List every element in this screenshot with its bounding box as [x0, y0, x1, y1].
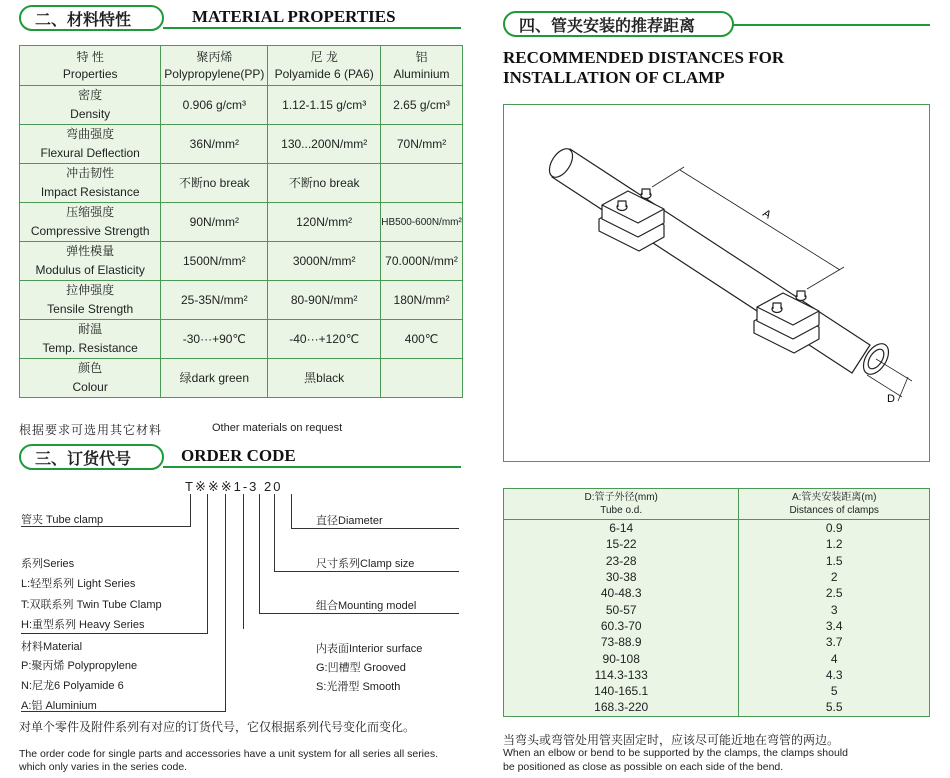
cell: 3.4 — [739, 618, 930, 634]
value-cell: 0.906 g/cm³ — [161, 86, 268, 125]
cell: 3.7 — [739, 634, 930, 650]
order-series-title: 系列Series — [21, 558, 75, 570]
cell: 5 — [739, 683, 930, 699]
value-cell: 不断no break — [161, 164, 268, 203]
cell: 60.3-70 — [504, 618, 739, 634]
table-row — [504, 569, 930, 585]
value-cell: 130...200N/mm² — [268, 125, 381, 164]
bend-note-cn: 当弯头或弯管处用管夹固定时，应该尽可能近地在弯管的两边。 — [503, 733, 840, 747]
cell: 50-57 — [504, 601, 739, 617]
cell: 2 — [739, 569, 930, 585]
table-row — [504, 520, 930, 537]
value-cell: -30···+90℃ — [161, 320, 268, 359]
order-material-item: P:聚丙烯 Polypropylene — [21, 660, 138, 672]
table-row — [504, 553, 930, 569]
order-series-item: L:轻型系列 Light Series — [21, 578, 136, 590]
connector-line — [291, 528, 459, 529]
value-cell: -40···+120℃ — [268, 320, 381, 359]
cell: 140-165.1 — [504, 683, 739, 699]
table-header-row — [504, 489, 930, 520]
property-cell: 颜色 Colour — [20, 359, 161, 398]
connector-line — [291, 494, 292, 529]
table-row — [504, 536, 930, 552]
cell: 3 — [739, 601, 930, 617]
property-cell: 弹性模量 Modulus of Elasticity — [20, 242, 161, 281]
order-tube-clamp: 管夹 Tube clamp — [21, 514, 104, 526]
table-row — [504, 650, 930, 666]
order-interior-title: 内表面Interior surface — [316, 643, 423, 655]
value-cell: 70.000N/mm² — [381, 242, 463, 281]
cell: 6-14 — [504, 520, 739, 537]
clamp-diagram-frame — [503, 104, 930, 462]
section-title-distance-2: INSTALLATION OF CLAMP — [503, 68, 725, 87]
order-note-en: The order code for single parts and accessories have a unit system for all series all series. which only varies in the series code. — [19, 748, 439, 773]
value-cell: 80-90N/mm² — [268, 281, 381, 320]
header-cell: D:管子外径(mm) Tube o.d. — [504, 489, 739, 520]
value-cell: 1.12-1.15 g/cm³ — [268, 86, 381, 125]
cell: 40-48.3 — [504, 585, 739, 601]
distance-table — [503, 488, 930, 717]
material-note-en: Other materials on request — [212, 422, 343, 434]
cell: 4.3 — [739, 667, 930, 683]
cell: 168.3-220 — [504, 699, 739, 716]
order-series-item: H:重型系列 Heavy Series — [21, 619, 145, 631]
order-interior-item: S:光滑型 Smooth — [316, 681, 401, 693]
value-cell: 90N/mm² — [161, 203, 268, 242]
cell: 2.5 — [739, 585, 930, 601]
table-row — [20, 242, 463, 281]
table-header-row — [20, 46, 463, 86]
order-series-item: T:双联系列 Twin Tube Clamp — [21, 599, 162, 611]
property-cell: 压缩强度 Compressive Strength — [20, 203, 161, 242]
order-code-string: T※※※1-3 20 — [185, 479, 283, 494]
value-cell: 180N/mm² — [381, 281, 463, 320]
connector-line — [190, 494, 191, 527]
value-cell: 1500N/mm² — [161, 242, 268, 281]
header-rule-material — [163, 27, 461, 29]
order-material-title: 材料Material — [21, 641, 83, 653]
connector-line — [243, 494, 244, 629]
value-cell: 70N/mm² — [381, 125, 463, 164]
table-row — [20, 359, 463, 398]
bend-note-en-2: be positioned as close as possible on each side of the bend. — [503, 761, 784, 773]
table-row — [504, 699, 930, 716]
bend-note-en-1: When an elbow or bend to be supported by the clamps, the clamps should — [503, 747, 848, 759]
value-cell: 黑black — [268, 359, 381, 398]
section-title-material: MATERIAL PROPERTIES — [192, 7, 396, 26]
dimension-label-d: D — [887, 393, 895, 405]
property-cell: 密度 Density — [20, 86, 161, 125]
cell: 73-88.9 — [504, 634, 739, 650]
connector-line — [259, 494, 260, 614]
pipe-body — [552, 149, 870, 373]
cell: 114.3-133 — [504, 667, 739, 683]
connector-line — [21, 633, 208, 634]
value-cell — [381, 164, 463, 203]
table-row — [20, 125, 463, 164]
section-pill-order: 三、订货代号 — [19, 444, 164, 470]
connector-line — [274, 494, 275, 572]
header-cell: 铝 Aluminium — [381, 46, 463, 86]
section-title-distance-1: RECOMMENDED DISTANCES FOR — [503, 48, 785, 67]
material-note-cn: 根据要求可选用其它材料 — [19, 423, 163, 437]
cell: 1.2 — [739, 536, 930, 552]
connector-line — [259, 613, 459, 614]
header-rule-distance — [733, 24, 930, 26]
table-row — [504, 618, 930, 634]
order-diameter: 直径Diameter — [316, 515, 383, 527]
cell: 90-108 — [504, 650, 739, 666]
header-cell: 聚丙烯 Polypropylene(PP) — [161, 46, 268, 86]
order-mounting: 组合Mounting model — [316, 600, 417, 612]
cell: 0.9 — [739, 520, 930, 537]
value-cell: 不断no break — [268, 164, 381, 203]
cell: 1.5 — [739, 553, 930, 569]
property-cell: 弯曲强度 Flexural Deflection — [20, 125, 161, 164]
table-row — [504, 601, 930, 617]
cell: 23-28 — [504, 553, 739, 569]
value-cell: 2.65 g/cm³ — [381, 86, 463, 125]
cell: 5.5 — [739, 699, 930, 716]
header-cell: 尼 龙 Polyamide 6 (PA6) — [268, 46, 381, 86]
material-properties-table — [19, 45, 463, 398]
section-title-order: ORDER CODE — [181, 446, 296, 465]
order-interior-item: G:凹槽型 Grooved — [316, 662, 406, 674]
header-rule-order — [163, 466, 461, 468]
order-material-item: A:铝 Aluminium — [21, 700, 97, 712]
table-row — [20, 164, 463, 203]
section-pill-material: 二、材料特性 — [19, 5, 164, 31]
table-row — [20, 281, 463, 320]
property-cell: 冲击韧性 Impact Resistance — [20, 164, 161, 203]
section-pill-distance: 四、管夹安装的推荐距离 — [503, 11, 734, 37]
order-clamp-size: 尺寸系列Clamp size — [316, 558, 415, 570]
table-row — [504, 667, 930, 683]
value-cell: 3000N/mm² — [268, 242, 381, 281]
connector-line — [207, 494, 208, 634]
value-cell: 绿dark green — [161, 359, 268, 398]
connector-line — [274, 571, 459, 572]
cell: 4 — [739, 650, 930, 666]
value-cell: 120N/mm² — [268, 203, 381, 242]
property-cell: 耐温 Temp. Resistance — [20, 320, 161, 359]
table-row — [20, 320, 463, 359]
cell: 15-22 — [504, 536, 739, 552]
value-cell: HB500-600N/mm² — [381, 203, 463, 242]
order-material-item: N:尼龙6 Polyamide 6 — [21, 680, 124, 692]
value-cell — [381, 359, 463, 398]
table-row — [504, 634, 930, 650]
table-row — [504, 585, 930, 601]
dimension-label-a: A — [760, 207, 773, 222]
clamp-installation-drawing — [504, 105, 930, 462]
table-row — [20, 203, 463, 242]
header-cell: A:管夹安装距离(m) Distances of clamps — [739, 489, 930, 520]
value-cell: 36N/mm² — [161, 125, 268, 164]
connector-line — [225, 494, 226, 712]
order-note-cn: 对单个零件及附件系列有对应的订货代号，它仅根据系列代号变化而变化。 — [19, 720, 416, 734]
table-row — [20, 86, 463, 125]
table-row — [504, 683, 930, 699]
cell: 30-38 — [504, 569, 739, 585]
header-cell: 特 性 Properties — [20, 46, 161, 86]
value-cell: 25-35N/mm² — [161, 281, 268, 320]
value-cell: 400℃ — [381, 320, 463, 359]
property-cell: 拉伸强度 Tensile Strength — [20, 281, 161, 320]
